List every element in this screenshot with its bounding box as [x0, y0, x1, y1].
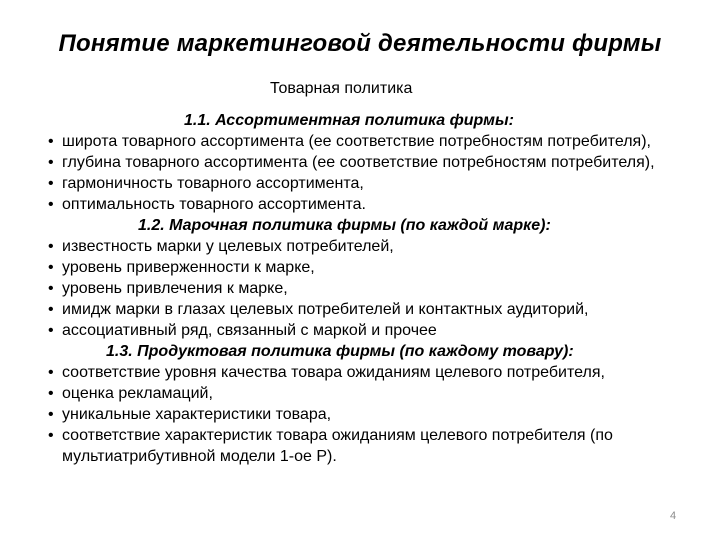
bullet-icon: • — [48, 385, 54, 402]
list-item: • оценка рекламаций, — [48, 385, 213, 402]
list-item: • ассоциативный ряд, связанный с маркой и прочее — [48, 322, 437, 339]
bullet-icon: • — [48, 301, 54, 318]
slide-subtitle: Товарная политика — [270, 80, 413, 97]
section-heading-brand: 1.2. Марочная политика фирмы (по каждой марке): — [138, 217, 551, 234]
list-item: • уровень привлечения к марке, — [48, 280, 288, 297]
list-item: • имидж марки в глазах целевых потребителей и контактных аудиторий, — [48, 301, 589, 318]
slide-title: Понятие маркетинговой деятельности фирмы — [58, 30, 662, 57]
list-item: • гармоничность товарного ассортимента, — [48, 175, 364, 192]
page-number: 4 — [670, 510, 677, 522]
bullet-icon: • — [48, 133, 54, 150]
bullet-icon: • — [48, 280, 54, 297]
slide-content — [48, 110, 698, 467]
bullet-icon: • — [48, 322, 54, 339]
list-item: • глубина товарного ассортимента (ее соответствие потребностям потребителя), — [48, 154, 655, 171]
section-heading-product: 1.3. Продуктовая политика фирмы (по каждому товару): — [106, 343, 574, 360]
section-heading-assortment: 1.1. Ассортиментная политика фирмы: — [184, 112, 514, 129]
list-item: • оптимальность товарного ассортимента. — [48, 196, 366, 213]
list-item: • уникальные характеристики товара, — [48, 406, 332, 423]
list-item: • соответствие характеристик товара ожиданиям целевого потребителя (по мультиатрибутивной модели 1-ое Р). — [48, 427, 613, 465]
bullet-icon: • — [48, 238, 54, 255]
bullet-icon: • — [48, 154, 54, 171]
bullet-icon: • — [48, 427, 54, 444]
bullet-icon: • — [48, 175, 54, 192]
list-item: • соответствие уровня качества товара ожиданиям целевого потребителя, — [48, 364, 605, 381]
list-item: • уровень приверженности к марке, — [48, 259, 315, 276]
bullet-icon: • — [48, 406, 54, 423]
bullet-icon: • — [48, 364, 54, 381]
bullet-icon: • — [48, 259, 54, 276]
bullet-icon: • — [48, 196, 54, 213]
list-item: • широта товарного ассортимента (ее соответствие потребностям потребителя), — [48, 133, 651, 150]
list-item: • известность марки у целевых потребителей, — [48, 238, 394, 255]
